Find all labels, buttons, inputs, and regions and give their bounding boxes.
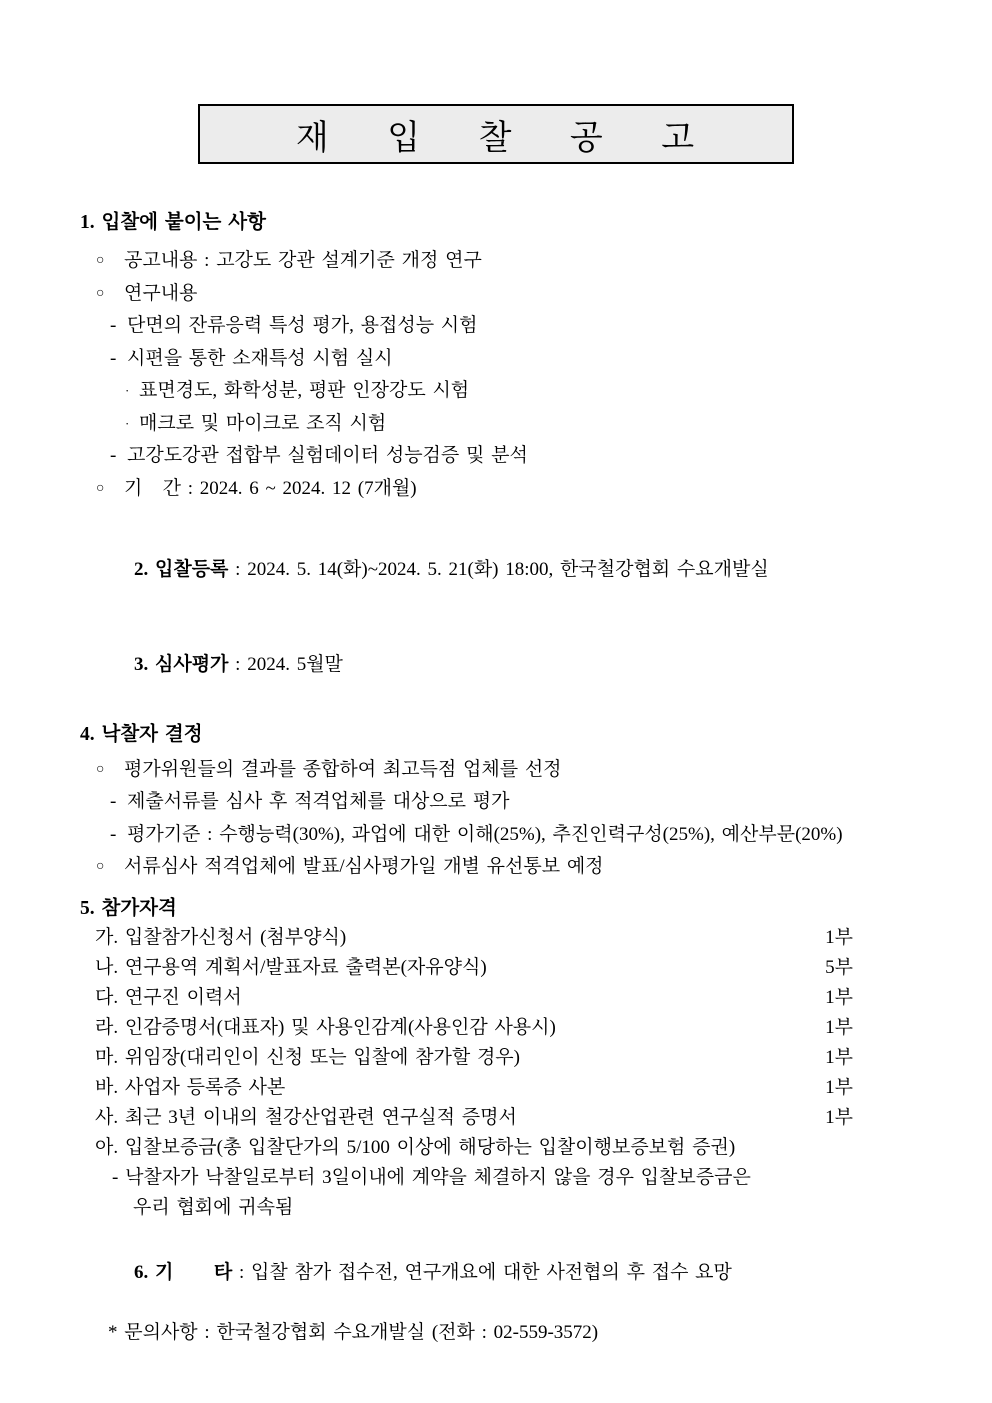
list-item-text: 표면경도, 화학성분, 평판 인장강도 시험: [139, 380, 470, 402]
document-body: [0, 211, 992, 1348]
attachment-row: [95, 983, 853, 1013]
list-item-text: 서류심사 적격업체에 발표/심사평가일 개별 유선통보 예정: [124, 856, 604, 878]
attachment-label: 나. 연구용역 계획서/발표자료 출력본(자유양식): [95, 957, 487, 979]
list-item-text: 평가위원들의 결과를 종합하여 최고득점 업체를 선정: [124, 758, 562, 780]
list-item-text: 시편을 통한 소재특성 시험 실시: [127, 347, 393, 369]
document-title-box: [198, 104, 794, 164]
attachment-row: [95, 923, 853, 953]
dash-bullet-icon: -: [110, 791, 117, 813]
circle-bullet-icon: ○: [96, 285, 105, 301]
list-item: [80, 310, 936, 343]
attachment-row: [95, 1013, 853, 1043]
list-item-text: 매크로 및 마이크로 조직 시험: [139, 412, 387, 434]
section-qualifications: [80, 897, 936, 1223]
attachment-count: 1부: [825, 1017, 853, 1039]
dash-bullet-icon: -: [110, 315, 117, 337]
list-item-text: 단면의 잔류응력 특성 평가, 용접성능 시험: [127, 315, 478, 337]
list-item: [80, 440, 936, 473]
attachment-row: [95, 1163, 853, 1193]
attachment-label: 다. 연구진 이력서: [95, 987, 242, 1009]
attachment-row: [95, 1073, 853, 1103]
list-item-text: 공고내용 : 고강도 강관 설계기준 개정 연구: [124, 250, 482, 272]
attachment-row: [95, 953, 853, 983]
attachment-row: [95, 1133, 853, 1163]
attachment-label: 가. 입찰참가신청서 (첨부양식): [95, 927, 347, 949]
dash-bullet-icon: -: [110, 347, 117, 369]
section-winner-decision: [80, 723, 936, 883]
list-item: [80, 819, 936, 852]
attachment-label: 아. 입찰보증금(총 입찰단가의 5/100 이상에 해당하는 입찰이행보증보험 증권): [95, 1137, 736, 1159]
section-3-text: : 2024. 5월말: [228, 654, 343, 676]
circle-bullet-icon: ○: [96, 480, 105, 496]
section-bid-registration: [80, 534, 936, 606]
dot-bullet-icon: ·: [125, 383, 130, 399]
section-2-text: : 2024. 5. 14(화)~2024. 5. 21(화) 18:00, 한국철강협회 수요개발실: [228, 559, 769, 581]
list-item-text: 연구내용: [124, 282, 198, 304]
section-6-text: : 입찰 참가 접수전, 연구개요에 대한 사전협의 후 접수 요망: [232, 1262, 732, 1284]
attachment-row: [95, 1193, 853, 1223]
list-item: [80, 343, 936, 376]
list-item: [80, 375, 936, 408]
attachment-list: [80, 923, 936, 1223]
section-2-heading: 2. 입찰등록: [134, 559, 229, 581]
list-item-text: 고강도강관 접합부 실험데이터 성능검증 및 분석: [127, 445, 528, 467]
attachment-count: 5부: [825, 957, 853, 979]
list-item: [80, 408, 936, 441]
attachment-count: 1부: [825, 1107, 853, 1129]
attachment-count: 1부: [825, 1077, 853, 1099]
attachment-label: 라. 인감증명서(대표자) 및 사용인감계(사용인감 사용시): [95, 1017, 556, 1039]
circle-bullet-icon: ○: [96, 253, 105, 269]
section-bid-items: [80, 211, 936, 505]
attachment-label: 바. 사업자 등록증 사본: [95, 1077, 286, 1099]
attachment-count: 1부: [825, 1047, 853, 1069]
attachment-row: [95, 1103, 853, 1133]
attachment-label: 우리 협회에 귀속됨: [133, 1197, 294, 1219]
list-item: [80, 754, 936, 787]
section-1-items: [80, 245, 936, 505]
attachment-count: 1부: [825, 987, 853, 1009]
list-item-text: 제출서류를 심사 후 적격업체를 대상으로 평가: [127, 791, 510, 813]
section-1-heading: 1. 입찰에 붙이는 사항: [80, 212, 266, 233]
list-item: [80, 245, 936, 278]
dot-bullet-icon: ·: [125, 415, 130, 431]
attachment-label: 마. 위임장(대리인이 신청 또는 입찰에 참가할 경우): [95, 1047, 520, 1069]
document-title: 재 입 찰 공 고: [295, 119, 697, 157]
list-item: [80, 786, 936, 819]
circle-bullet-icon: ○: [96, 761, 105, 777]
dash-bullet-icon: -: [110, 445, 117, 467]
attachment-row: [95, 1043, 853, 1073]
attachment-count: 1부: [825, 927, 853, 949]
circle-bullet-icon: ○: [96, 859, 105, 875]
section-6-heading: 6. 기 타: [134, 1262, 233, 1284]
list-item: [80, 473, 936, 506]
section-evaluation: [80, 629, 936, 701]
list-item-text: 평가기준 : 수행능력(30%), 과업에 대한 이해(25%), 추진인력구성(25%), 예산부문(20%): [127, 823, 843, 845]
attachment-label: 사. 최근 3년 이내의 철강산업관련 연구실적 증명서: [95, 1107, 517, 1129]
list-item: [80, 278, 936, 311]
list-item: [80, 851, 936, 884]
section-3-heading: 3. 심사평가: [134, 654, 229, 676]
dash-bullet-icon: -: [110, 823, 117, 845]
section-4-items: [80, 754, 936, 884]
contact-note: * 문의사항 : 한국철강협회 수요개발실 (전화 : 02-559-3572): [108, 1322, 599, 1344]
section-misc: [80, 1228, 936, 1348]
list-item-text: 기 간 : 2024. 6 ~ 2024. 12 (7개월): [124, 477, 417, 499]
attachment-label: - 낙찰자가 낙찰일로부터 3일이내에 계약을 체결하지 않을 경우 입찰보증금은: [112, 1167, 751, 1189]
section-5-heading: 5. 참가자격: [80, 897, 177, 919]
section-4-heading: 4. 낙찰자 결정: [80, 724, 203, 746]
